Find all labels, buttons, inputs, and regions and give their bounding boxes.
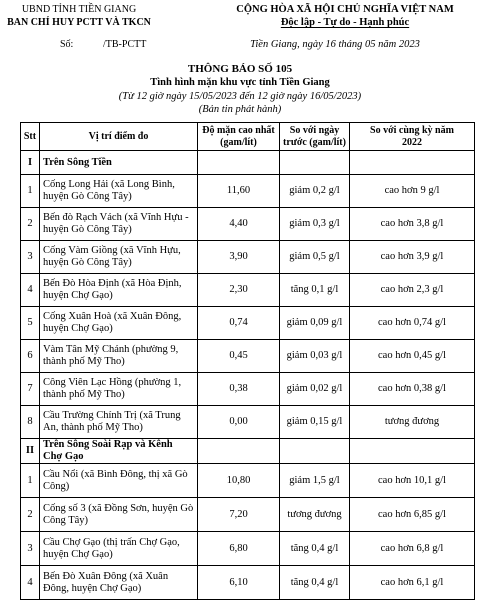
cell-location: Vàm Tân Mỹ Chánh (phường 9, thành phố Mỹ Tho)	[40, 340, 198, 373]
notice-note: (Bản tin phát hành)	[198, 103, 282, 115]
cell-vs-previous-day: giảm 1,5 g/l	[280, 464, 350, 498]
cell-vs-2022: tương đương	[350, 406, 475, 439]
notice-subtitle: Tình hình mặn khu vực tỉnh Tiền Giang	[150, 77, 330, 89]
cell-vs-2022: cao hơn 6,8 g/l	[350, 532, 475, 566]
cell-stt: 3	[21, 241, 40, 274]
cell-location: Cầu Chợ Gạo (thị trấn Chợ Gạo, huyện Chợ Gạo)	[40, 532, 198, 566]
cell-max-salinity: 11,60	[198, 175, 280, 208]
table-row	[21, 340, 475, 373]
cell-stt: 1	[21, 464, 40, 498]
cell-vs-previous-day: giảm 0,5 g/l	[280, 241, 350, 274]
empty-cell	[198, 439, 280, 464]
nation-block	[220, 3, 470, 29]
cell-max-salinity: 0,74	[198, 307, 280, 340]
cell-stt: 1	[21, 175, 40, 208]
table-row	[21, 307, 475, 340]
cell-vs-previous-day: giảm 0,15 g/l	[280, 406, 350, 439]
cell-location: Công Viên Lạc Hồng (phường 1, thành phố Mỹ Tho)	[40, 373, 198, 406]
cell-stt: 2	[21, 208, 40, 241]
empty-cell	[350, 439, 475, 464]
cell-location: Bến Đò Xuân Đông (xã Xuân Đông, huyện Chợ Gạo)	[40, 566, 198, 600]
cell-vs-previous-day: giảm 0,02 g/l	[280, 373, 350, 406]
col-header-vs-previous-day: So với ngày trước (gam/lít)	[280, 123, 350, 151]
table-row	[21, 373, 475, 406]
cell-vs-previous-day: giảm 0,09 g/l	[280, 307, 350, 340]
cell-max-salinity: 10,80	[198, 464, 280, 498]
cell-stt: 7	[21, 373, 40, 406]
cell-vs-2022: cao hơn 6,85 g/l	[350, 498, 475, 532]
cell-max-salinity: 0,38	[198, 373, 280, 406]
col-header-max-salinity: Độ mặn cao nhất (gam/lít)	[198, 123, 280, 151]
cell-vs-2022: cao hơn 2,3 g/l	[350, 274, 475, 307]
place-date: Tiền Giang, ngày 16 tháng 05 năm 2023	[250, 39, 420, 50]
cell-max-salinity: 2,30	[198, 274, 280, 307]
cell-vs-previous-day: tăng 0,4 g/l	[280, 532, 350, 566]
salinity-table	[20, 122, 475, 600]
cell-stt: 6	[21, 340, 40, 373]
col-header-vs-2022-text: So với cùng kỳ năm 2022	[370, 124, 454, 148]
section-number: I	[21, 151, 40, 175]
cell-location: Cống số 3 (xã Đồng Sơn, huyện Gò Công Tây)	[40, 498, 198, 532]
table-row	[21, 241, 475, 274]
section-row	[21, 151, 475, 175]
cell-location: Cống Vàm Giồng (xã Vĩnh Hựu, huyện Gò Công Tây)	[40, 241, 198, 274]
cell-max-salinity: 7,20	[198, 498, 280, 532]
cell-max-salinity: 3,90	[198, 241, 280, 274]
empty-cell	[350, 151, 475, 175]
cell-location: Cầu Trường Chính Trị (xã Trung An, thành phố Mỹ Tho)	[40, 406, 198, 439]
cell-stt: 3	[21, 532, 40, 566]
nation-name: CỘNG HÒA XÃ HỘI CHỦ NGHĨA VIỆT NAM	[236, 4, 454, 15]
cell-vs-previous-day: tăng 0,4 g/l	[280, 566, 350, 600]
cell-location: Cống Long Hải (xã Long Bình, huyện Gò Công Tây)	[40, 175, 198, 208]
cell-stt: 5	[21, 307, 40, 340]
org-name: UBND TỈNH TIỀN GIANG	[21, 4, 137, 15]
cell-stt: 8	[21, 406, 40, 439]
cell-stt: 4	[21, 566, 40, 600]
empty-cell	[280, 439, 350, 464]
doc-number-label: Số:	[60, 39, 74, 50]
empty-cell	[198, 151, 280, 175]
cell-vs-previous-day: giảm 0,3 g/l	[280, 208, 350, 241]
cell-location: Cầu Nổi (xã Bình Đông, thị xã Gò Công)	[40, 464, 198, 498]
issuer-block	[0, 3, 158, 29]
table-row	[21, 175, 475, 208]
section-name: Trên Sông Tiền	[40, 151, 198, 175]
national-motto: Độc lập - Tự do - Hạnh phúc	[280, 17, 410, 28]
cell-location: Cống Xuân Hoà (xã Xuân Đông, huyện Chợ Gạo)	[40, 307, 198, 340]
cell-stt: 4	[21, 274, 40, 307]
cell-vs-2022: cao hơn 6,1 g/l	[350, 566, 475, 600]
cell-max-salinity: 0,00	[198, 406, 280, 439]
table-row	[21, 464, 475, 498]
col-header-vs-2022	[350, 123, 475, 151]
cell-vs-previous-day: giảm 0,03 g/l	[280, 340, 350, 373]
section-name: Trên Sông Soài Rạp và Kênh Chợ Gạo	[40, 439, 198, 464]
empty-cell	[280, 151, 350, 175]
cell-vs-2022: cao hơn 9 g/l	[350, 175, 475, 208]
table-row	[21, 498, 475, 532]
table-row	[21, 532, 475, 566]
doc-number-code: /TB-PCTT	[103, 39, 147, 50]
col-header-stt: Stt	[21, 123, 40, 151]
notice-title: THÔNG BÁO SỐ 105	[187, 63, 293, 75]
cell-vs-2022: cao hơn 0,38 g/l	[350, 373, 475, 406]
cell-max-salinity: 4,40	[198, 208, 280, 241]
cell-location: Bến Đò Hòa Định (xã Hòa Định, huyện Chợ Gạo)	[40, 274, 198, 307]
table-row	[21, 406, 475, 439]
table-row	[21, 274, 475, 307]
cell-max-salinity: 0,45	[198, 340, 280, 373]
section-number: II	[21, 439, 40, 464]
cell-stt: 2	[21, 498, 40, 532]
notice-period: (Từ 12 giờ ngày 15/05/2023 đến 12 giờ ngày 16/05/2023)	[118, 90, 362, 102]
cell-location: Bến đò Rạch Vách (xã Vĩnh Hựu - huyện Gò Công Tây)	[40, 208, 198, 241]
col-header-location: Vị trí điểm đo	[40, 123, 198, 151]
cell-vs-previous-day: tương đương	[280, 498, 350, 532]
cell-vs-2022: cao hơn 10,1 g/l	[350, 464, 475, 498]
cell-max-salinity: 6,10	[198, 566, 280, 600]
table-row	[21, 208, 475, 241]
cell-vs-previous-day: tăng 0,1 g/l	[280, 274, 350, 307]
cell-max-salinity: 6,80	[198, 532, 280, 566]
table-row	[21, 566, 475, 600]
cell-vs-2022: cao hơn 3,8 g/l	[350, 208, 475, 241]
table-header-row	[21, 123, 475, 151]
section-row	[21, 439, 475, 464]
cell-vs-previous-day: giảm 0,2 g/l	[280, 175, 350, 208]
dept-name: BAN CHỈ HUY PCTT VÀ TKCN	[7, 17, 151, 28]
cell-vs-2022: cao hơn 3,9 g/l	[350, 241, 475, 274]
notice-title-block	[0, 63, 480, 116]
cell-vs-2022: cao hơn 0,45 g/l	[350, 340, 475, 373]
cell-vs-2022: cao hơn 0,74 g/l	[350, 307, 475, 340]
